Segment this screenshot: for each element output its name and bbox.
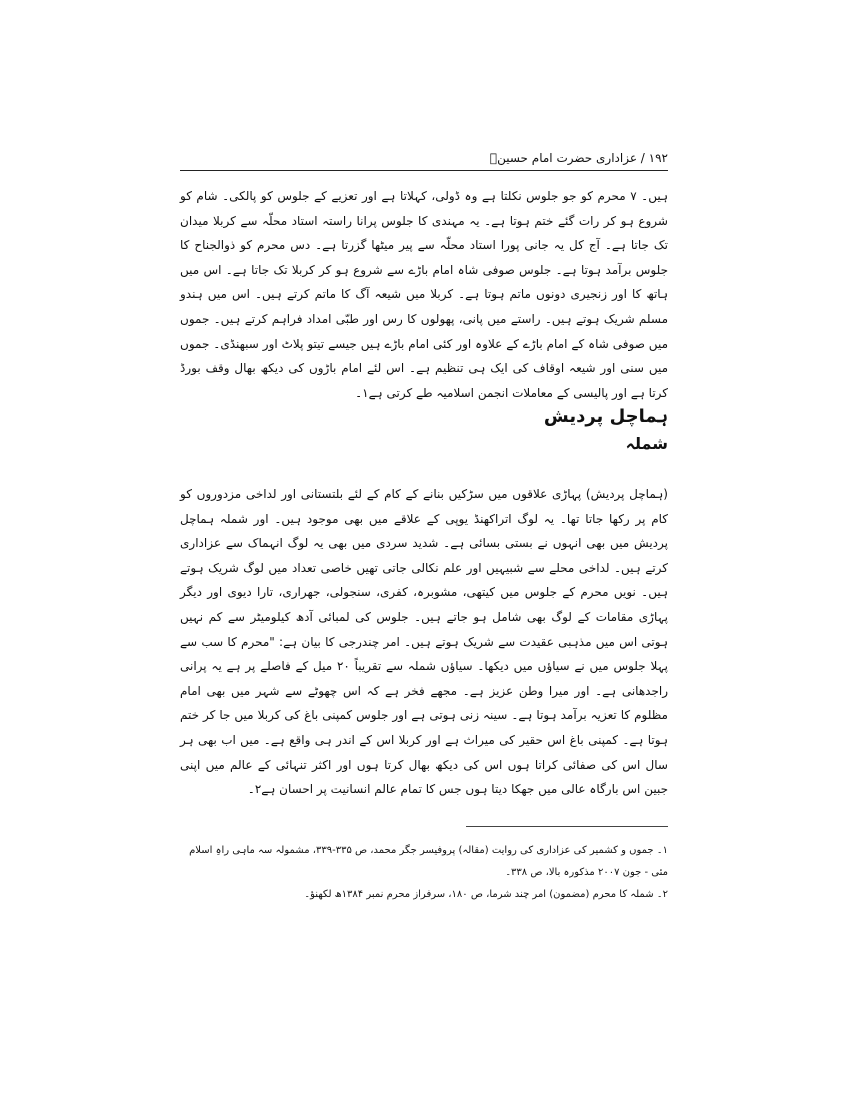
paragraph-text: ہیں۔ ۷ محرم کو جو جلوس نکلتا ہے وہ ڈولی، کہلاتا ہے اور تعزیے کے جلوس کو پالکی۔ شام کو شروع ہو کر رات گئے ختم ہوتا ہے۔ یہ مہندی کا جلوس پرانا راستہ استاد محلّہ سے کربلا میدان تک جاتا ہے۔ آج کل یہ جانی پورا استاد محلّہ سے پیر میٹھا گزرتا ہے۔ دس محرم کو ذوالجناح کا جلوس برآمد ہوتا ہے۔ جلوس صوفی شاہ امام باڑے سے شروع ہو کر کربلا تک جاتا ہے۔ اس میں ہاتھ کا اور زنجیری دونوں ماتم ہوتا ہے۔ کربلا میں شیعہ آگ کا ماتم کرتے ہیں۔ اس میں ہندو مسلم شریک ہوتے ہیں۔ راستے میں پانی، پھولوں کا رس اور طبّی امداد فراہم کرتے ہیں۔ جموں میں صوفی شاہ کے امام باڑے کے علاوہ اور کئی امام باڑے ہیں جیسے تیتو پلاٹ اور سبھنڈی۔ جموں میں سنی اور شیعہ اوقاف کی ایک ہی تنظیم ہے۔ اس لئے امام باڑوں کی دیکھ بھال وقف بورڈ کرتا ہے اور پالیسی کے معاملات انجمن اسلامیہ طے کرتی ہے۱۔ xyxy=(180,189,668,400)
footnote-2: ۲۔ شملہ کا محرم (مضمون) امر چند شرما، ص ۱۸۰، سرفراز محرم نمبر ۱۳۸۴ھ لکھنؤ۔ xyxy=(304,889,668,900)
paragraph-text: (ہماچل پردیش) پہاڑی علاقوں میں سڑکیں بنانے کے کام کے لئے بلتستانی اور لداخی مزدوروں کو کام پر رکھا جاتا تھا۔ یہ لوگ اتراکھنڈ یوپی کے علاقے میں بھی موجود ہیں۔ اور شملہ ہماچل پردیش میں بھی انہوں نے بستی بسائی ہے۔ شدید سردی میں بھی یہ لوگ انہماک سے عزاداری کرتے ہیں۔ لداخی محلے سے شبیہیں اور علم نکالی جاتی تھیں خاصی تعداد میں لوگ شریک ہوتے ہیں۔ نویں محرم کے جلوس میں کیتھی، مشوبرہ، کفری، سنجولی، جھراری، تارا دیوی اور دیگر پہاڑی مقامات کے لوگ بھی شامل ہو جاتے ہیں۔ جلوس کی لمبائی آدھ کیلومیٹر سے کم نہیں ہوتی اس میں مذہبی عقیدت سے شریک ہوتے ہیں۔ امر چندرجی کا بیان ہے: "محرم کا سب سے پہلا جلوس میں نے سیاؤں میں دیکھا۔ سیاؤں شملہ سے تقریباً ۲۰ میل کے فاصلے پر ہے یہ پرانی راجدھانی ہے۔ اور میرا وطن عزیز ہے۔ مجھے فخر ہے کہ اس چھوٹے سے شہر میں بھی امام مظلوم کا تعزیہ برآمد ہوتا ہے۔ سینہ زنی ہوتی ہے اور جلوس کمپنی باغ کی کربلا میں جا کر ختم ہوتا ہے۔ کمپنی باغ اس حقیر کی میراث ہے اور کربلا اس کے اندر ہی واقع ہے۔ میں اب بھی ہر سال اس کی صفائی کراتا ہوں اس کی دیکھ بھال کرتا ہوں اور اکثر تنہائی کے عالم میں اپنی جبین اس بارگاہ عالی میں جھکا دیتا ہوں جس کا تمام عالم انسانیت پر احسان ہے۲۔ xyxy=(180,487,669,797)
running-header: ۱۹۲ / عزاداری حضرت امام حسینؑ xyxy=(489,151,668,165)
footnote-separator xyxy=(466,826,668,827)
paragraph-jammu-processions xyxy=(180,184,668,405)
footnote-1: ۱۔ جموں و کشمیر کی عزاداری کی روایت (مقالہ) پروفیسر جگر محمد، ص ۳۳۵-۳۳۹، مشمولہ سہ ماہی راہِ اسلام مئی - جون ۲۰۰۷ مذکورہ بالا، ص ۳۳۸۔ xyxy=(189,845,668,878)
subsection-heading-shimla: شملہ xyxy=(625,434,668,453)
header-rule xyxy=(180,170,668,171)
paragraph-shimla-azadari xyxy=(180,482,668,802)
section-heading-himachal: ہماچل پردیش xyxy=(543,406,668,427)
footnotes xyxy=(180,840,668,906)
